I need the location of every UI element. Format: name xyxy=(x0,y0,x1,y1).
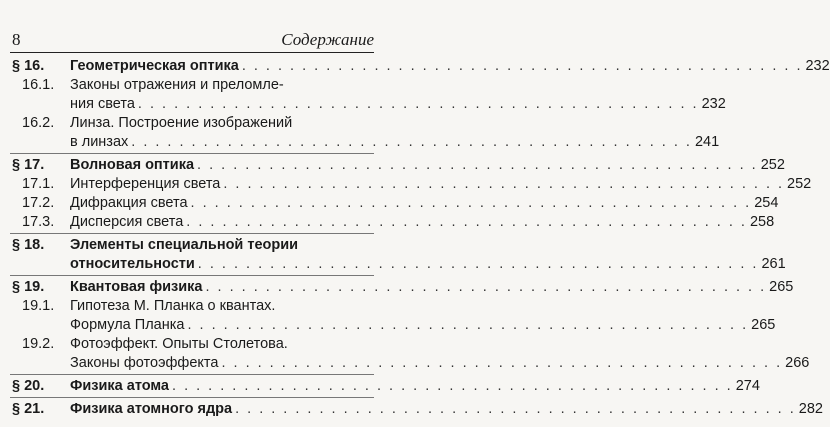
entry-body xyxy=(70,377,760,396)
entry-page-number: 252 xyxy=(787,176,812,192)
entry-line xyxy=(70,156,785,175)
section-divider xyxy=(10,153,374,154)
toc-section[interactable] xyxy=(10,377,760,396)
entry-body xyxy=(70,213,775,232)
leader-dots: . . . . . . . . . . . . . . . . . . . . . . . . . . . . . . . . . . . . . . . . . . . . . . . xyxy=(205,279,767,295)
entry-title: относительности xyxy=(70,256,195,272)
entry-title: Дисперсия света xyxy=(70,214,184,230)
entry-line xyxy=(70,297,374,316)
entry-body xyxy=(70,156,785,175)
toc-subsection[interactable] xyxy=(10,175,812,194)
entry-number: § 18. xyxy=(12,237,45,253)
leader-dots: . . . . . . . . . . . . . . . . . . . . . . . . . . . . . . . . . . . . . . . . . . . . . . . xyxy=(197,157,758,173)
entry-body xyxy=(70,194,779,213)
entry-title: Физика атома xyxy=(70,378,170,394)
page-title: Содержание xyxy=(281,30,374,49)
entry-number: 16.2. xyxy=(22,115,55,131)
leader-dots: . . . . . . . . . . . . . . . . . . . . . . . . . . . . . . . . . . . . . . . . . . . . . . . xyxy=(137,96,699,112)
entry-number: 17.1. xyxy=(22,176,55,192)
section-divider xyxy=(10,233,374,234)
entry-title: Геометрическая оптика xyxy=(70,58,239,74)
entry-page-number: 241 xyxy=(694,134,720,150)
entry-line xyxy=(70,95,726,114)
toc-list xyxy=(10,57,830,419)
entry-page-number: 266 xyxy=(785,355,810,371)
entry-line xyxy=(70,194,779,213)
leader-dots: . . . . . . . . . . . . . . . . . . . . . . . . . . . . . . . . . . . . . . . . . . . . . . . xyxy=(187,317,749,333)
entry-line xyxy=(70,236,374,255)
entry-line xyxy=(70,114,374,133)
entry-number: § 16. xyxy=(12,58,45,74)
leader-dots: . . . . . . . . . . . . . . . . . . . . . . . . . . . . . . . . . . . . . . . . . . . . . . . xyxy=(190,195,752,211)
entry-line xyxy=(70,255,786,274)
entry-title: Линза. Построение изображений xyxy=(70,115,293,131)
toc-subsection[interactable] xyxy=(10,335,810,373)
entry-line xyxy=(70,213,775,232)
toc-subsection[interactable] xyxy=(10,114,720,152)
entry-page-number: 265 xyxy=(769,279,794,295)
entry-body xyxy=(70,114,720,152)
entry-page-number: 258 xyxy=(749,214,775,230)
entry-page-number: 232 xyxy=(701,96,726,112)
entry-body xyxy=(70,175,812,194)
entry-number: 17.2. xyxy=(22,195,55,211)
entry-title: в линзах xyxy=(70,134,129,150)
toc-subsection[interactable] xyxy=(10,213,775,232)
entry-line xyxy=(70,278,794,297)
toc-section[interactable] xyxy=(10,236,786,274)
entry-line xyxy=(70,400,823,419)
leader-dots: . . . . . . . . . . . . . . . . . . . . . . . . . . . . . . . . . . . . . . . . . . . . . . . xyxy=(235,401,796,417)
entry-line xyxy=(70,133,720,152)
entry-number: 19.2. xyxy=(22,336,55,352)
leader-dots: . . . . . . . . . . . . . . . . . . . . . . . . . . . . . . . . . . . . . . . . . . . . . . . xyxy=(186,214,747,230)
entry-body xyxy=(70,57,830,76)
entry-title: ния света xyxy=(70,96,135,112)
page-number: 8 xyxy=(12,30,21,49)
entry-title: Законы отражения и преломле- xyxy=(70,77,284,93)
header-rule xyxy=(10,52,374,53)
leader-dots: . . . . . . . . . . . . . . . . . . . . . . . . . . . . . . . . . . . . . . . . . . . . . . . xyxy=(131,134,692,150)
toc-subsection[interactable] xyxy=(10,297,776,335)
entry-line xyxy=(70,316,776,335)
page-header xyxy=(10,30,374,50)
entry-page-number: 265 xyxy=(751,317,776,333)
entry-body xyxy=(70,76,726,114)
entry-number: 19.1. xyxy=(22,298,55,314)
section-divider xyxy=(10,374,374,375)
entry-title: Волновая оптика xyxy=(70,157,195,173)
leader-dots: . . . . . . . . . . . . . . . . . . . . . . . . . . . . . . . . . . . . . . . . . . . . . . . xyxy=(223,176,785,192)
entry-title: Фотоэффект. Опыты Столетова. xyxy=(70,336,288,352)
section-divider xyxy=(10,275,374,276)
leader-dots: . . . . . . . . . . . . . . . . . . . . . . . . . . . . . . . . . . . . . . . . . . . . . . . xyxy=(197,256,759,272)
toc-section[interactable] xyxy=(10,156,785,175)
section-divider xyxy=(10,397,374,398)
entry-body xyxy=(70,297,776,335)
entry-page-number: 254 xyxy=(754,195,779,211)
leader-dots: . . . . . . . . . . . . . . . . . . . . . . . . . . . . . . . . . . . . . . . . . . . . . . . xyxy=(221,355,783,371)
toc-section[interactable] xyxy=(10,57,830,76)
entry-title: Формула Планка xyxy=(70,317,185,333)
entry-body xyxy=(70,278,794,297)
toc-section[interactable] xyxy=(10,400,823,419)
entry-line xyxy=(70,175,812,194)
entry-title: Законы фотоэффекта xyxy=(70,355,219,371)
toc-subsection[interactable] xyxy=(10,76,726,114)
entry-number: 16.1. xyxy=(22,77,55,93)
entry-title: Гипотеза М. Планка о квантах. xyxy=(70,298,276,314)
entry-body xyxy=(70,400,823,419)
entry-line xyxy=(70,76,374,95)
entry-page-number: 252 xyxy=(760,157,785,173)
entry-line xyxy=(70,57,830,76)
entry-title: Элементы специальной теории xyxy=(70,237,299,253)
entry-number: 17.3. xyxy=(22,214,55,230)
entry-page-number: 232 xyxy=(805,58,830,74)
entry-number: § 20. xyxy=(12,378,45,394)
entry-page-number: 274 xyxy=(735,378,760,394)
entry-line xyxy=(70,377,760,396)
entry-body xyxy=(70,335,810,373)
entry-number: § 19. xyxy=(12,279,45,295)
leader-dots: . . . . . . . . . . . . . . . . . . . . . . . . . . . . . . . . . . . . . . . . . . . . . . . xyxy=(172,378,733,394)
toc-subsection[interactable] xyxy=(10,194,779,213)
entry-number: § 17. xyxy=(12,157,45,173)
entry-number: § 21. xyxy=(12,401,45,417)
leader-dots: . . . . . . . . . . . . . . . . . . . . . . . . . . . . . . . . . . . . . . . . . . . . . . . xyxy=(241,58,803,74)
entry-title: Квантовая физика xyxy=(70,279,203,295)
toc-section[interactable] xyxy=(10,278,794,297)
entry-title: Физика атомного ядра xyxy=(70,401,233,417)
entry-title: Дифракция света xyxy=(70,195,188,211)
entry-body xyxy=(70,236,786,274)
entry-line xyxy=(70,354,810,373)
entry-page-number: 282 xyxy=(798,401,823,417)
entry-line xyxy=(70,335,374,354)
entry-title: Интерференция света xyxy=(70,176,221,192)
entry-page-number: 261 xyxy=(761,256,786,272)
